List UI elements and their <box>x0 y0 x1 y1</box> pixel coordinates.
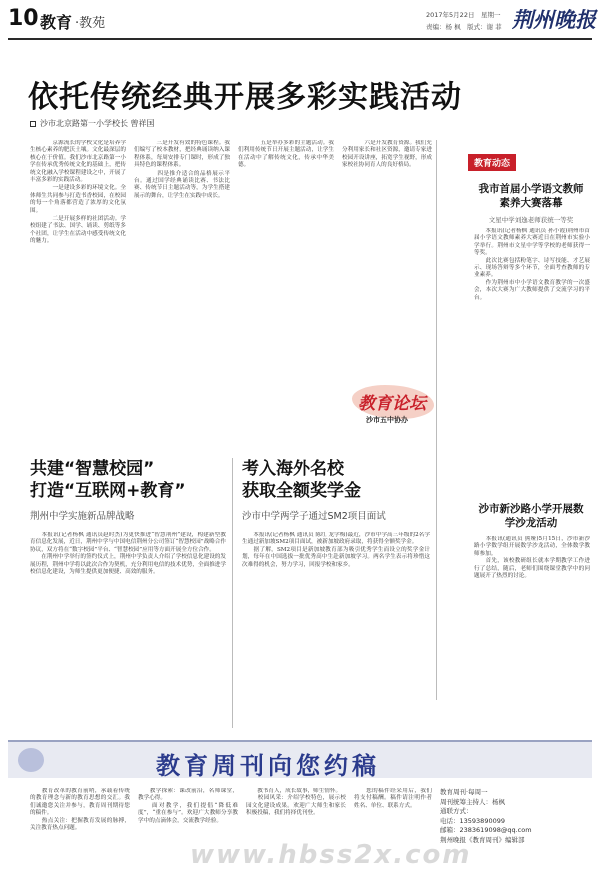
lead-headline: 依托传统经典开展多彩实践活动 <box>28 80 462 115</box>
lead-column-3 <box>238 140 334 442</box>
call-for-papers-banner <box>8 740 592 778</box>
call-column-1: 教育改革的教育前哨，承载着传统的教育理念与新的教育思想的交汇。我们诚邀您关注并参与，教育周刊期待您的稿件。 热点关注：把握教育发展的脉搏，关注教育热点问题。 <box>30 788 130 832</box>
mid-right-subhead: 沙市中学两学子通过SM2项目面试 <box>242 511 386 522</box>
sidebar-story1-subhead: 文星中学刘逸老师获统一等奖 <box>488 216 574 224</box>
banner-icon <box>18 748 44 772</box>
mid-left-headline <box>30 458 230 502</box>
mid-left-headline-line2: 打造“互联网+教育” <box>30 481 186 501</box>
sidebar-divider <box>436 140 437 700</box>
contact-line: 通联方式： <box>440 807 473 815</box>
lead-paragraph: 四是推介适合的品格展示平台。通过国学经典诵读比赛、书法比赛、传统节日主题活动等，为学生搭建展示的舞台，让学生在实践中成长。 <box>134 170 230 199</box>
contact-phone: 电话：13593890099 <box>440 816 505 825</box>
lead-paragraph: 六是开发教育资源。我们充分利用家长和社区资源，邀请专家进校园开设讲座，拓宽学生视野，形成家校社协同育人的良好格局。 <box>342 140 432 169</box>
sidebar-story2-headline: 沙市新沙路小学开展数学沙龙活动 <box>478 503 584 529</box>
lead-column-4 <box>342 140 432 370</box>
mid-divider <box>232 458 233 728</box>
lead-column-2 <box>134 140 230 442</box>
lead-paragraph: 京源流长的学校文化是培养学生核心素养的肥沃土壤。文化最深层的核心在于价值。我们沙市北京路第一小学在传承优秀传统文化的基础上，把传统文化融入学校课程建设之中，开展了丰富多彩的实践活动。 <box>30 140 126 184</box>
sidebar-story1-body: 本报讯(记者杨枫 通讯员 孙小霞)荆州市首届小学语文教师素养大赛近日在荆州市实验小学举行。荆州市文星中学等学校的老师获得一等奖。 此次比赛包括粉笔字、诗写技能、才艺展示、现场答辩等多个环节，全面考查教师的专业素养。 作为荆州市中小学语文教育教学的一次盛会，本次大赛为广大教师提供了交流学习的平台。 <box>474 228 590 301</box>
lead-paragraph: 二是开展多样的社团活动。学校组建了书法、国学、诵读、剪纸等多个社团，让学生在活动中感受传统文化的魅力。 <box>30 216 126 245</box>
sidebar-story1-headline: 我市首届小学语文教师素养大赛落幕 <box>478 183 584 209</box>
lead-paragraph: 一是建设多彩的环境文化。全体师生共同参与打造书香校园，在校园的每一个角落都营造了浓厚的文化氛围。 <box>30 185 126 214</box>
forum-badge-sub: 沙市五中协办 <box>366 416 408 424</box>
contact-line: 教育周刊·每周一 <box>440 788 488 796</box>
lead-paragraph: 三是开发有效的特色课程。我们编写了校本教材，把经典诵读纳入课程体系，每周安排专门课时，形成了独具特色的课程体系。 <box>134 140 230 169</box>
byline-text: 沙市北京路第一小学校长 曾祥国 <box>40 119 155 128</box>
page-header <box>0 0 600 40</box>
lead-byline <box>30 118 155 129</box>
sidebar-tag: 教育动态 <box>468 154 516 171</box>
contact-email: 邮箱：2383619098@qq.com <box>440 826 532 834</box>
section-name: 教育 <box>40 13 73 32</box>
call-column-4: 您的稿件经采用后，我们将支付稿酬。稿件请注明作者姓名、单位、联系方式。 <box>354 788 432 809</box>
sidebar-story2-body: 本报讯(通讯员 熊娅)5月15日，沙市新沙路小学数学组开展数学沙龙活动，全体数学教师参加。 首先，该校教研组长就本学期教学工作进行了总结，随后，老师们围绕课堂教学中的问题展开了热烈的讨论。 <box>474 536 590 580</box>
lead-column-1 <box>30 140 126 442</box>
forum-badge-label: 教育论坛 <box>358 394 426 414</box>
mid-left-body: 本报讯(记者杨枫 通讯员赵时杰)为更快推进“智慧荆州”建设，构建新型教育信息化发展，近日，荆州中学与中国电信荆州分公司签订“智慧校园”战略合作协议，双方将在“数字校园”平台、“智慧校园”应用等方面开展全方位合作。 在荆州中学举行的签约仪式上，荆州中学负责人介绍了学校信息化建设的发展历程，荆州中学将以此次合作为契机，充分利用电信的技术优势，全面推进学校信息化建设，为师生提供更加便捷、高效的服务。 <box>30 532 226 576</box>
mid-left-subhead: 荆州中学实施新品牌战略 <box>30 511 135 522</box>
header-rule <box>8 38 592 40</box>
masthead-logo: 荆州晚报 <box>512 7 596 32</box>
mid-right-headline-line1: 考入海外名校 <box>242 459 344 479</box>
watermark: www.hbss2x.com <box>190 840 472 870</box>
page-number: 10 <box>8 6 39 31</box>
byline-marker <box>30 121 36 127</box>
forum-badge <box>352 375 434 437</box>
contact-line: 周刊统筹主持人：杨枫 <box>440 797 505 806</box>
banner-title: 教育周刊向您约稿 <box>156 752 380 780</box>
mid-right-headline-line2: 获取全额奖学金 <box>242 481 361 501</box>
editors-line: 责编：杨 枫 版式：谢 菲 <box>426 23 502 31</box>
mid-right-headline <box>242 458 432 502</box>
mid-left-headline-line1: 共建“智慧校园” <box>30 459 155 479</box>
issue-date: 2017年5月22日 星期一 <box>426 11 501 19</box>
call-column-2: 教学探索：课改前沿，名师课堂，教学心得。 面对教学，我们提倡“降低难度”，“重在参与”。欢迎广大教师分享教学中的点滴体会，交流教学经验。 <box>138 788 238 824</box>
contact-line: 荆州晚报《教育周刊》编辑部 <box>440 835 525 844</box>
call-column-3: 教书育人，成长故事，师生情怀。 校园风采：介绍学校特色，展示校园文化建设成果。欢迎广大师生和家长积极投稿，我们将择优刊登。 <box>246 788 346 817</box>
subsection-name: ·教苑 <box>75 16 106 31</box>
mid-right-body: 本报讯(记者杨枫 通讯员 陈红 龙学梅)最近，沙市中学高三年级的2名学生通过新加坡SM2项目面试，被新加坡政府录取，将获得全额奖学金。 据了解，SM2项目是新加坡教育部为吸引优秀学生而设立的奖学金计划，每年在中国选拔一批优秀高中生赴新加坡学习。两名学生表示将珍惜这次难得的机会，努力学习，回报学校和家乡。 <box>242 532 430 568</box>
lead-paragraph: 五是举办多彩的主题活动。我们利用传统节日开展主题活动，让学生在活动中了解传统文化，传承中华美德。 <box>238 140 334 169</box>
